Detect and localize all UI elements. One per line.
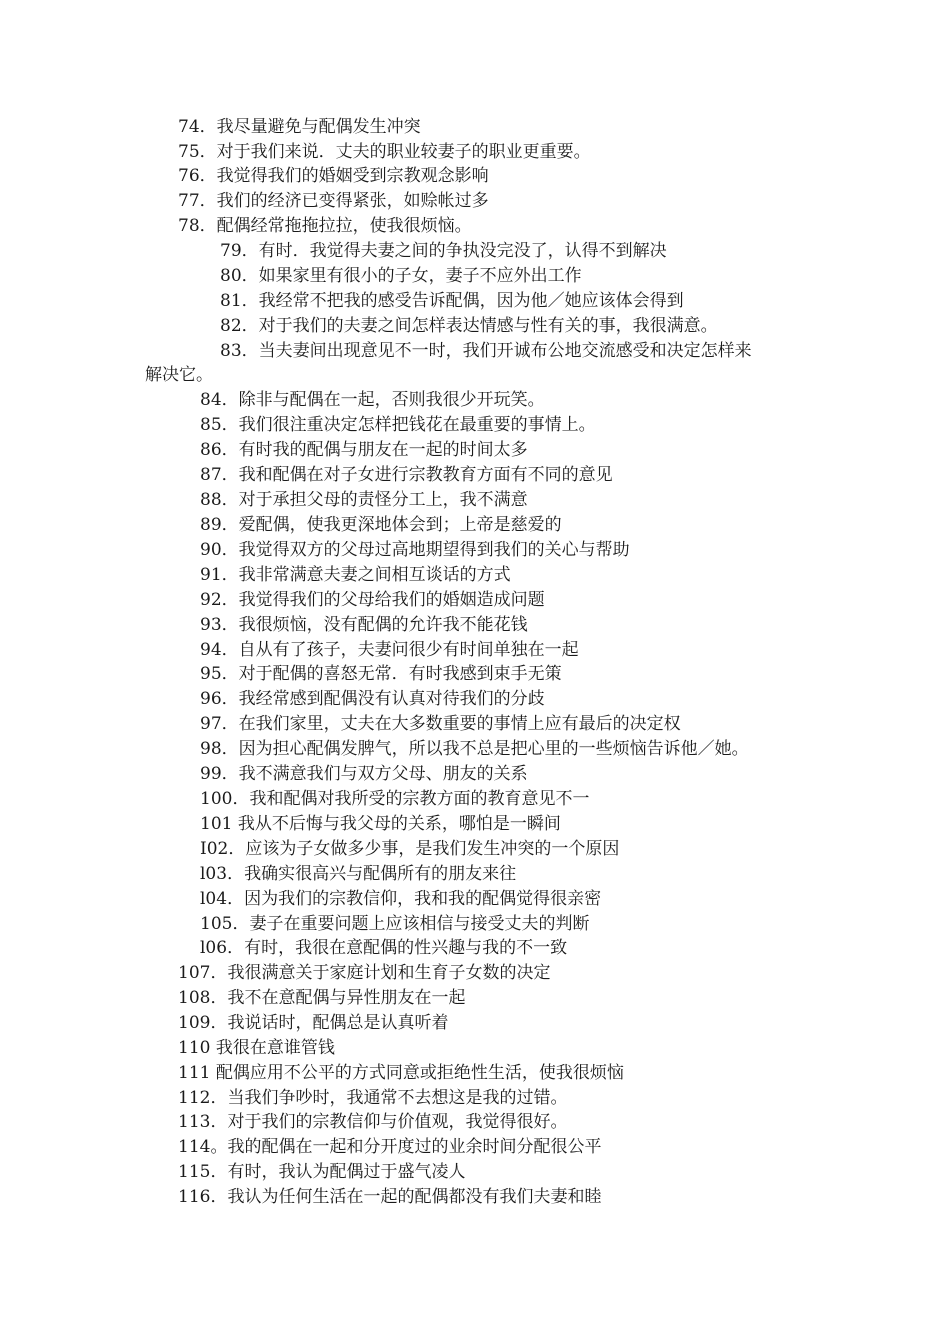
list-item: 99．我不满意我们与双方父母、朋友的关系 bbox=[200, 764, 528, 784]
list-item: 97．在我们家里，丈夫在大多数重要的事情上应有最后的决定权 bbox=[200, 714, 681, 734]
list-item: l04．因为我们的宗教信仰，我和我的配偶觉得很亲密 bbox=[200, 889, 602, 909]
list-item: 105．妻子在重要问题上应该相信与接受丈夫的判断 bbox=[200, 914, 590, 934]
list-item: 111 配偶应用不公平的方式同意或拒绝性生活，使我很烦恼 bbox=[178, 1063, 624, 1083]
list-item: 79．有时．我觉得夫妻之间的争执没完没了，认得不到解决 bbox=[220, 241, 667, 261]
list-item: 87．我和配偶在对子女进行宗教教育方面有不同的意见 bbox=[200, 465, 613, 485]
list-item: l06．有时，我很在意配偶的性兴趣与我的不一致 bbox=[200, 938, 568, 958]
list-item: 82．对于我们的夫妻之间怎样表达情感与性有关的事，我很满意。 bbox=[220, 316, 718, 336]
list-item: 116．我认为任何生活在一起的配偶都没有我们夫妻和睦 bbox=[178, 1187, 602, 1207]
list-item: 81．我经常不把我的感受告诉配偶，因为他／她应该体会得到 bbox=[220, 291, 684, 311]
list-item: 74．我尽量避免与配偶发生冲突 bbox=[178, 117, 421, 137]
list-item: 93．我很烦恼，没有配偶的允许我不能花钱 bbox=[200, 615, 528, 635]
list-item: 113．对于我们的宗教信仰与价值观，我觉得很好。 bbox=[178, 1112, 568, 1132]
list-item: 101 我从不后悔与我父母的关系，哪怕是一瞬间 bbox=[200, 814, 561, 834]
list-item: 86．有时我的配偶与朋友在一起的时间太多 bbox=[200, 440, 528, 460]
list-item: 109．我说话时，配偶总是认真听着 bbox=[178, 1013, 449, 1033]
list-item: 95．对于配偶的喜怒无常．有时我感到束手无策 bbox=[200, 664, 562, 684]
list-item: 78．配偶经常拖拖拉拉，使我很烦恼。 bbox=[178, 216, 472, 236]
list-item: 80．如果家里有很小的子女，妻子不应外出工作 bbox=[220, 266, 582, 286]
list-item: 110 我很在意谁管钱 bbox=[178, 1038, 335, 1058]
list-item: 76．我觉得我们的婚姻受到宗教观念影响 bbox=[178, 166, 489, 186]
list-item: 92．我觉得我们的父母给我们的婚姻造成问题 bbox=[200, 590, 545, 610]
list-item: 89．爱配偶，使我更深地体会到；上帝是慈爱的 bbox=[200, 515, 562, 535]
list-item: 98．因为担心配偶发脾气，所以我不总是把心里的一些烦恼告诉他／她。 bbox=[200, 739, 749, 759]
list-item: 84．除非与配偶在一起，否则我很少开玩笑。 bbox=[200, 390, 545, 410]
list-item: 100．我和配偶对我所受的宗教方面的教育意见不一 bbox=[200, 789, 590, 809]
list-item: 115．有时，我认为配偶过于盛气凌人 bbox=[178, 1162, 466, 1182]
list-item: 94．自从有了孩子，夫妻问很少有时间单独在一起 bbox=[200, 640, 579, 660]
list-item: 107．我很满意关于家庭计划和生育子女数的决定 bbox=[178, 963, 551, 983]
list-item: 77．我们的经济已变得紧张，如赊帐过多 bbox=[178, 191, 489, 211]
list-item: 85．我们很注重决定怎样把钱花在最重要的事情上。 bbox=[200, 415, 596, 435]
list-item: 114。我的配偶在一起和分开度过的业余时间分配很公平 bbox=[178, 1137, 602, 1157]
list-item: 96．我经常感到配偶没有认真对待我们的分歧 bbox=[200, 689, 545, 709]
list-item: 91．我非常满意夫妻之间相互谈话的方式 bbox=[200, 565, 511, 585]
list-item: 83．当夫妻间出现意见不一时，我们开诚布公地交流感受和决定怎样来 bbox=[220, 341, 752, 361]
list-item: 75．对于我们来说．丈夫的职业较妻子的职业更重要。 bbox=[178, 142, 591, 162]
list-item: 88．对于承担父母的责怪分工上，我不满意 bbox=[200, 490, 528, 510]
list-item: 90．我觉得双方的父母过高地期望得到我们的关心与帮助 bbox=[200, 540, 630, 560]
list-item: 112．当我们争吵时，我通常不去想这是我的过错。 bbox=[178, 1088, 568, 1108]
list-item: l03．我确实很高兴与配偶所有的朋友来往 bbox=[200, 864, 517, 884]
list-item: 108．我不在意配偶与异性朋友在一起 bbox=[178, 988, 466, 1008]
list-item-continuation: 解决它。 bbox=[145, 365, 213, 385]
list-item: I02．应该为子女做多少事，是我们发生冲突的一个原因 bbox=[200, 839, 620, 859]
